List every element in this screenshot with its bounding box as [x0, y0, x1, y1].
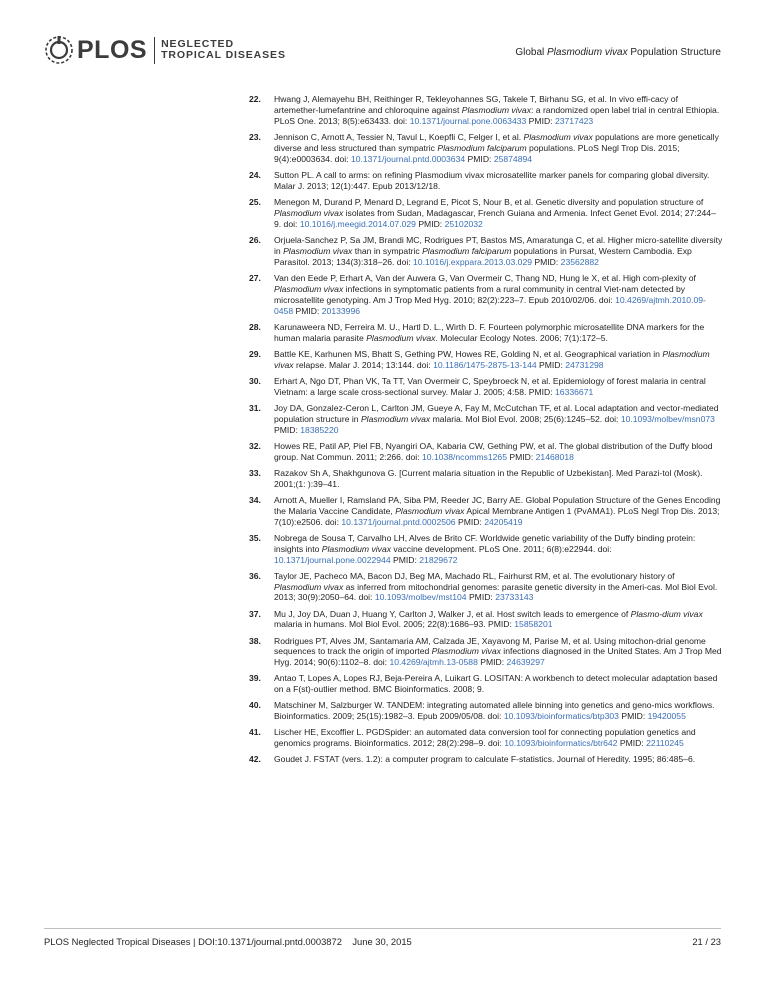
reference-link[interactable]: 10.1371/journal.pone.0063433 — [409, 115, 527, 126]
running-title-suffix: Population Structure — [627, 47, 721, 58]
reference-item — [249, 322, 723, 344]
reference-item — [249, 197, 723, 230]
reference-segment: : a randomized open label trial in central Ethiopia. PLoS One. 2013; 8(5):e63433. doi: — [274, 104, 720, 126]
reference-segment: Orjuela-Sanchez P, Sa JM, Brandi MC, Rodrigues PT, Bastos MS, Amaratunga C, et al. Higher micro-satellite diversity in — [274, 234, 723, 256]
reference-segment: Joy DA, Gonzalez-Ceron L, Carlton JM, Gueye A, Fay M, McCutchan TF, et al. Local adaptation and vector-mediated population structure in — [274, 402, 719, 424]
reference-text — [274, 727, 696, 748]
species-name: Plasmo-dium vivax — [630, 608, 703, 619]
species-name: Plasmodium vivax — [395, 505, 465, 516]
reference-number: 23. — [249, 131, 261, 142]
reference-item — [249, 609, 723, 631]
reference-number: 36. — [249, 570, 261, 581]
species-name: Plasmodium vivax — [461, 104, 531, 115]
reference-number: 40. — [249, 700, 261, 711]
reference-number: 28. — [249, 321, 261, 332]
running-title-italic: Plasmodium vivax — [547, 47, 628, 58]
reference-text — [274, 376, 706, 397]
reference-number: 31. — [249, 402, 261, 413]
reference-number: 26. — [249, 234, 261, 245]
running-title-prefix: Global — [515, 47, 548, 58]
reference-item — [249, 754, 723, 765]
reference-text — [274, 700, 715, 721]
footer-citation: PLOS Neglected Tropical Diseases | DOI:10.1371/journal.pntd.0003872 June 30, 2015 — [44, 936, 412, 947]
reference-segment: Antao T, Lopes A, Lopes RJ, Beja-Pereira A, Luikart G. LOSITAN: A workbench to detect molecular adaptation based on a F(st)-outlier method. BMC Bioinformatics. 2008; 9. — [274, 673, 718, 695]
reference-link[interactable]: 10.1016/j.exppara.2013.03.029 — [413, 256, 533, 267]
reference-segment: Jennison C, Arnott A, Tessier N, Tavul L, Koepfli C, Felger I, et al. — [274, 131, 524, 142]
reference-segment: Hwang J, Alemayehu BH, Reithinger R, Tekleyohannes SG, Takele T, Birhanu SG, et al. In vivo effi-cacy of artemether-lumefantrine and chloroquine against — [274, 94, 678, 115]
footer-divider — [44, 928, 721, 929]
reference-item — [249, 376, 723, 398]
reference-link[interactable]: 20133996 — [321, 305, 361, 316]
reference-number: 35. — [249, 532, 261, 543]
logo-divider — [154, 37, 155, 64]
reference-segment: PMID: — [415, 218, 445, 229]
reference-item — [249, 636, 723, 669]
reference-segment: populations in Pursat, Western Cambodia. Exp Parasitol. 2013; 134(3):318–26. doi: — [274, 245, 692, 267]
reference-text — [274, 349, 710, 370]
reference-segment: Karunaweera ND, Ferreira M. U., Hartl D. L., Wirth D. F. Fourteen polymorphic microsatellite DNA markers for the human malaria parasite — [274, 321, 705, 343]
reference-text — [274, 403, 719, 435]
reference-segment: Battle KE, Karhunen MS, Bhatt S, Gething PW, Howes RE, Golding N, et al. Geographical variation in — [274, 348, 663, 359]
reference-segment: Nobrega de Sousa T, Carvalho LH, Alves de Brito CF. Worldwide genetic variability of the Duffy binding protein: insights into — [274, 532, 696, 554]
reference-segment: PMID: — [274, 424, 301, 435]
reference-segment: populations are more genetically diverse and less structured than sympatric — [274, 131, 719, 153]
reference-segment: Erhart A, Ngo DT, Phan VK, Ta TT, Van Overmeir C, Speybroeck N, et al. Epidemiology of forest malaria in central Vietnam: a large scale cross-sectional survey. Malar J. 2005; 4:58. PMID: — [274, 375, 706, 397]
reference-item — [249, 235, 723, 268]
reference-text — [274, 495, 720, 527]
reference-segment: PMID: — [455, 516, 485, 527]
species-name: Plasmodium vivax — [274, 348, 710, 370]
reference-number: 25. — [249, 196, 261, 207]
reference-link[interactable]: 24639297 — [506, 657, 545, 668]
reference-item — [249, 349, 723, 371]
reference-link[interactable]: 10.4269/ajtmh.13-0588 — [389, 657, 478, 668]
reference-item — [249, 273, 723, 317]
reference-text — [274, 673, 717, 694]
reference-text — [274, 273, 706, 316]
reference-link[interactable]: 18385220 — [300, 424, 339, 435]
reference-segment: PMID: — [465, 153, 494, 164]
reference-link[interactable]: 19420055 — [647, 711, 686, 722]
page-header — [0, 0, 765, 80]
reference-segment: Goudet J. FSTAT (vers. 1.2): a computer program to calculate F-statistics. Journal of Heredity. 1995; 86:485–6. — [274, 754, 696, 765]
reference-segment: vaccine development. PLoS One. 2011; 6(8):e22944. doi: — [391, 543, 612, 554]
reference-segment: PMID: — [526, 115, 555, 126]
journal-name-line1: NEGLECTED — [161, 38, 234, 50]
reference-segment: populations. PLoS Negl Trop Dis. 2015; 9(4):e0003634. doi: — [274, 142, 680, 164]
reference-text — [274, 468, 702, 489]
reference-link[interactable]: 10.4269/ajtmh.2010.09-0458 — [274, 294, 706, 316]
reference-number: 34. — [249, 494, 261, 505]
reference-link[interactable]: 10.1093/bioinformatics/btp303 — [503, 711, 619, 722]
journal-logo[interactable] — [44, 33, 286, 67]
reference-segment: Arnott A, Mueller I, Ramsland PA, Siba PM, Reeder JC, Barry AE. Global Population Structure of the Genes Encoding the Malaria Vaccine Candidate, — [274, 494, 721, 516]
reference-text — [274, 132, 719, 164]
reference-link[interactable]: 22110245 — [646, 738, 684, 749]
reference-item — [249, 468, 723, 490]
reference-item — [249, 132, 723, 165]
reference-segment: isolates from Sudan, Madagascar, French Guiana and Armenia. Infect Genet Evol. 2014; 27:244–9. doi: — [274, 207, 716, 229]
reference-segment: PMID: — [293, 305, 322, 316]
reference-segment: Lischer HE, Excoffier L. PGDSpider: an automated data conversion tool for connecting population genetics and genomics programs. Bioinformatics. 2012; 28(2):298–9. doi: — [274, 727, 696, 749]
reference-link[interactable]: 15858201 — [514, 619, 553, 630]
reference-segment: Mu J, Joy DA, Duan J, Huang Y, Carlton J, Walker J, et al. Host switch leads to emergence of — [274, 608, 631, 619]
reference-segment: PMID: — [466, 592, 496, 603]
reference-link[interactable]: 23717423 — [554, 115, 594, 126]
species-name: Plasmodium falciparum — [422, 245, 512, 256]
reference-link[interactable]: 10.1093/molbev/msn073 — [620, 413, 715, 424]
reference-text — [274, 754, 695, 764]
reference-link[interactable]: 21829672 — [419, 554, 458, 565]
reference-segment: . Molecular Ecology Notes. 2006; 7(1):172–5. — [435, 332, 608, 343]
reference-segment: Menegon M, Durand P, Menard D, Legrand E, Picot S, Nour B, et al. Genetic diversity and population structure of — [274, 196, 704, 207]
reference-segment: PMID: — [536, 359, 566, 370]
reference-segment: Sutton PL. A call to arms: on refining Plasmodium vivax microsatellite marker panels for comparing global diversity. Malar J. 2013; 12(1):447. Epub 2013/12/18. — [274, 169, 710, 191]
reference-segment: Van den Eede P, Erhart A, Van der Auwera G, Van Overmeir C, Thang ND, Hung le X, et al. High com-plexity of — [274, 272, 696, 283]
reference-link[interactable]: 10.1093/molbev/mst104 — [374, 592, 467, 603]
reference-number: 30. — [249, 375, 261, 386]
species-name: Plasmodium falciparum — [437, 142, 527, 153]
reference-link[interactable]: 25874894 — [493, 153, 533, 164]
reference-link[interactable]: 16336671 — [555, 386, 594, 397]
reference-item — [249, 533, 723, 566]
reference-item — [249, 727, 723, 749]
reference-number: 42. — [249, 754, 261, 765]
species-name: Plasmodium vivax — [321, 543, 392, 554]
journal-name-line2: TROPICAL DISEASES — [161, 49, 286, 61]
reference-item — [249, 441, 723, 463]
reference-link[interactable]: 21468018 — [535, 451, 574, 462]
reference-text — [274, 197, 716, 229]
reference-number: 38. — [249, 635, 261, 646]
reference-number: 37. — [249, 608, 261, 619]
reference-link[interactable]: 24205419 — [484, 516, 523, 527]
species-name: Plasmodium vivax — [431, 646, 501, 657]
species-name: Plasmodium vivax — [274, 581, 344, 592]
reference-item — [249, 403, 723, 436]
reference-text — [274, 94, 719, 126]
reference-number: 27. — [249, 272, 261, 283]
reference-link[interactable]: 23733143 — [495, 592, 534, 603]
reference-segment: PMID: — [506, 451, 536, 462]
reference-number: 22. — [249, 94, 261, 104]
reference-segment: malaria in humans. Mol Biol Evol. 2005; 22(8):1686–93. PMID: — [274, 619, 515, 630]
reference-segment: Razakov Sh A, Shakhgunova G. [Current malaria situation in the Republic of Uzbekistan]. Med Parazi-tol (Mosk). 2001;(1: ):39–41. — [274, 467, 703, 489]
reference-segment: Taylor JE, Pacheco MA, Bacon DJ, Beg MA, Machado RL, Fairhurst RM, et al. The evolutionary history of — [274, 570, 675, 581]
reference-number: 39. — [249, 673, 261, 684]
reference-text — [274, 571, 717, 603]
reference-item — [249, 700, 723, 722]
reference-text — [274, 636, 722, 668]
reference-text — [274, 322, 704, 343]
reference-segment: Matschiner M, Salzburger W. TANDEM: integrating automated allele binning into genetics and geno-mics workflows. Bioinformatics. 2009; 25(15):1982–3. Epub 2009/05/08. doi: — [274, 700, 715, 722]
running-title — [515, 47, 721, 58]
reference-text — [274, 609, 703, 630]
reference-link[interactable]: 23562882 — [560, 256, 599, 267]
reference-item — [249, 673, 723, 695]
reference-link[interactable]: 10.1371/journal.pntd.0003634 — [350, 153, 466, 164]
reference-number: 41. — [249, 727, 261, 738]
plos-open-access-icon — [44, 35, 74, 65]
logo-wordmark: PLOS — [77, 35, 148, 64]
reference-segment: malaria. Mol Biol Evol. 2008; 25(6):1245–52. doi: — [430, 413, 621, 424]
reference-number: 29. — [249, 348, 261, 359]
reference-item — [249, 571, 723, 604]
reference-link[interactable]: 10.1371/journal.pone.0022944 — [274, 554, 391, 565]
reference-segment: infections in symptomatic patients from a rural community in central Viet-nam detected by microsatellite genotyping. Am J Trop Med Hyg. 2010; 82(2):223–7. Epub 2010/02/06. doi: — [274, 283, 686, 305]
species-name: Plasmodium vivax — [523, 131, 593, 142]
species-name: Plasmodium vivax — [283, 245, 353, 256]
reference-text — [274, 441, 713, 462]
reference-segment: Howes RE, Patil AP, Piel FB, Nyangiri OA, Kabaria CW, Gething PW, et al. The global distribution of the Duffy blood group. Nat Commun. 2011; 2:266. doi: — [274, 440, 713, 462]
species-name: Plasmodium vivax — [366, 332, 436, 343]
reference-link[interactable]: 10.1038/ncomms1265 — [421, 451, 507, 462]
reference-segment: relapse. Malar J. 2014; 13:144. doi: — [293, 359, 434, 370]
reference-segment: PMID: — [618, 711, 648, 722]
reference-number: 24. — [249, 169, 261, 180]
reference-list — [249, 94, 723, 771]
reference-link[interactable]: 10.1371/journal.pntd.0002506 — [341, 516, 456, 527]
species-name: Plasmodium vivax — [360, 413, 431, 424]
page-number: 21 / 23 — [692, 936, 721, 947]
reference-text — [274, 533, 695, 565]
reference-text — [274, 235, 722, 267]
reference-link[interactable]: 10.1186/1475-2875-13-144 — [433, 359, 537, 370]
reference-segment: than in sympatric — [352, 245, 423, 256]
reference-segment: PMID: — [390, 554, 420, 565]
reference-segment: PMID: — [477, 657, 507, 668]
reference-item — [249, 94, 723, 127]
reference-segment: PMID: — [617, 738, 647, 749]
species-name: Plasmodium vivax — [274, 207, 344, 218]
reference-link[interactable]: 24731298 — [565, 359, 604, 370]
reference-number: 33. — [249, 467, 261, 478]
reference-link[interactable]: 10.1016/j.meegid.2014.07.029 — [299, 218, 416, 229]
reference-segment: Rodrigues PT, Alves JM, Santamaria AM, Calzada JE, Xayavong M, Parise M, et al. Using mitochon-drial genome sequences to track the origin of imported — [274, 635, 706, 657]
reference-segment: Apical Membrane Antigen 1 (PvAMA1). PLoS Negl Trop Dis. 2013; 7(10):e2506. doi: — [274, 505, 720, 527]
reference-link[interactable]: 25102032 — [444, 218, 483, 229]
reference-item — [249, 170, 723, 192]
reference-segment: as inferred from mitochondrial genomes: parasite genetic diversity in the Ameri-cas. Mol Biol Evol. 2013; 30(9):2050–64. doi: — [274, 581, 718, 603]
species-name: Plasmodium vivax — [274, 283, 344, 294]
reference-text — [274, 170, 709, 191]
journal-name — [161, 39, 286, 61]
reference-item — [249, 495, 723, 528]
reference-number: 32. — [249, 440, 261, 451]
reference-segment: PMID: — [532, 256, 561, 267]
reference-segment: infections diagnosed in the United States. Am J Trop Med Hyg. 2014; 90(6):1102–8. doi: — [274, 646, 722, 668]
reference-link[interactable]: 10.1093/bioinformatics/btr642 — [504, 738, 618, 749]
